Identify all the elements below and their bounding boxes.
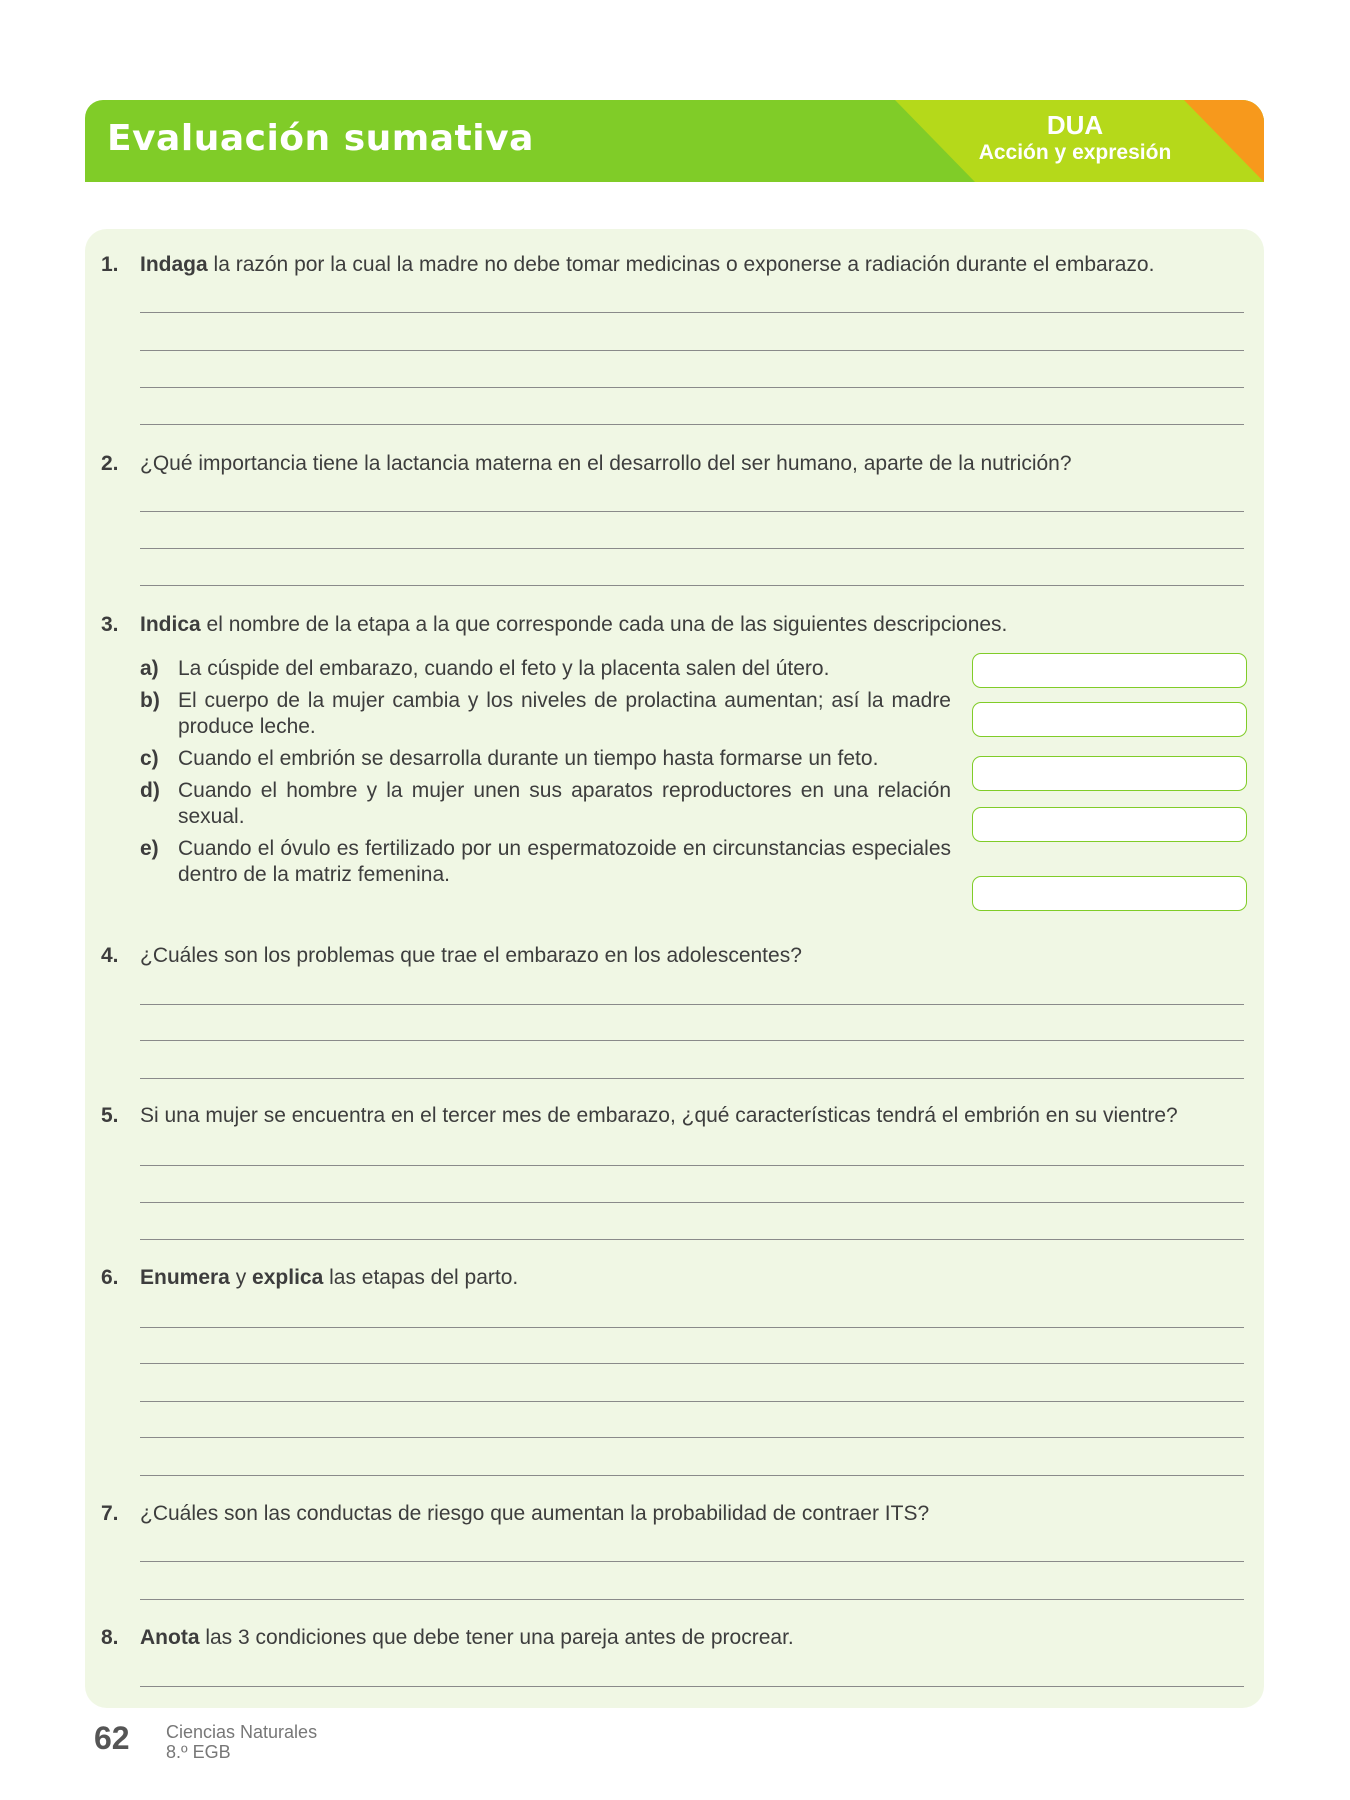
answer-box-a[interactable]	[972, 653, 1247, 688]
answer-line[interactable]	[140, 1239, 1244, 1240]
question-number: 3.	[101, 613, 119, 636]
item-text: Cuando el hombre y la mujer unen sus aparatos reproductores en una relación sexual.	[178, 779, 951, 828]
answer-box-d[interactable]	[972, 807, 1247, 842]
item-text: Cuando el óvulo es fertilizado por un espermatozoide en circunstancias especiales dentro de la matriz femenina.	[178, 837, 951, 886]
question-text: Si una mujer se encuentra en el tercer mes de embarazo, ¿qué características tendrá el embrión en su vientre?	[140, 1104, 1178, 1127]
question-text: y	[229, 1266, 253, 1289]
question-8	[101, 1625, 794, 1651]
answer-box-e[interactable]	[972, 876, 1247, 911]
question-text: las 3 condiciones que debe tener una pareja antes de procrear.	[199, 1626, 794, 1649]
question-number: 8.	[101, 1626, 119, 1649]
answer-line[interactable]	[140, 312, 1244, 313]
item-a	[140, 656, 951, 682]
item-letter: b)	[140, 689, 160, 712]
item-text: Cuando el embrión se desarrolla durante un tiempo hasta formarse un feto.	[178, 747, 879, 770]
section-title: Evaluación sumativa	[107, 118, 534, 159]
answer-line[interactable]	[140, 585, 1244, 586]
item-letter: c)	[140, 747, 159, 770]
question-number: 1.	[101, 253, 119, 276]
answer-line[interactable]	[140, 1363, 1244, 1364]
answer-box-b[interactable]	[972, 702, 1247, 737]
question-5	[101, 1103, 1178, 1129]
item-text: La cúspide del embarazo, cuando el feto y la placenta salen del útero.	[178, 657, 830, 680]
question-text: ¿Cuáles son los problemas que trae el embarazo en los adolescentes?	[140, 944, 802, 967]
question-verb: explica	[252, 1266, 324, 1289]
question-verb: Enumera	[140, 1266, 230, 1289]
item-list	[140, 656, 951, 894]
question-text: la razón por la cual la madre no debe tomar medicinas o exponerse a radiación durante el embarazo.	[207, 253, 1155, 276]
answer-line[interactable]	[140, 1078, 1244, 1079]
answer-line[interactable]	[140, 350, 1244, 351]
answer-line[interactable]	[140, 1401, 1244, 1402]
question-number: 7.	[101, 1502, 119, 1525]
answer-line[interactable]	[140, 511, 1244, 512]
answer-box-c[interactable]	[972, 756, 1247, 791]
item-text: El cuerpo de la mujer cambia y los niveles de prolactina aumentan; así la madre produce leche.	[178, 689, 951, 738]
item-b	[140, 688, 951, 740]
answer-line[interactable]	[140, 1599, 1244, 1600]
answer-line[interactable]	[140, 1561, 1244, 1562]
answer-line[interactable]	[140, 1686, 1244, 1687]
answer-line[interactable]	[140, 548, 1244, 549]
answer-line[interactable]	[140, 1327, 1244, 1328]
item-c	[140, 746, 951, 772]
question-6	[101, 1265, 518, 1291]
question-text: ¿Cuáles son las conductas de riesgo que aumentan la probabilidad de contraer ITS?	[140, 1502, 930, 1525]
question-verb: Anota	[140, 1626, 200, 1649]
question-text: las etapas del parto.	[323, 1266, 519, 1289]
answer-line[interactable]	[140, 387, 1244, 388]
footer-info	[166, 1722, 317, 1762]
answer-line[interactable]	[140, 1437, 1244, 1438]
question-number: 2.	[101, 452, 119, 475]
question-7	[101, 1501, 929, 1527]
answer-line[interactable]	[140, 1202, 1244, 1203]
question-2	[101, 451, 1072, 477]
item-letter: e)	[140, 837, 159, 860]
item-letter: d)	[140, 779, 160, 802]
item-e	[140, 836, 951, 888]
subject-name: Ciencias Naturales	[166, 1722, 318, 1742]
answer-line[interactable]	[140, 1165, 1244, 1166]
question-number: 5.	[101, 1104, 119, 1127]
page-number: 62	[94, 1720, 130, 1756]
dua-title: DUA	[1046, 110, 1104, 140]
question-verb: Indica	[140, 613, 201, 636]
dua-subtitle: Acción y expresión	[978, 141, 1172, 164]
answer-line[interactable]	[140, 424, 1244, 425]
answer-line[interactable]	[140, 1475, 1244, 1476]
question-text: ¿Qué importancia tiene la lactancia materna en el desarrollo del ser humano, aparte de la nutrición?	[140, 452, 1072, 475]
item-letter: a)	[140, 657, 159, 680]
question-text: el nombre de la etapa a la que corresponde cada una de las siguientes descripciones.	[200, 613, 1008, 636]
question-number: 4.	[101, 944, 119, 967]
question-verb: Indaga	[140, 253, 208, 276]
section-header	[85, 100, 1264, 182]
item-d	[140, 778, 951, 830]
question-4	[101, 943, 802, 969]
answer-line[interactable]	[140, 1004, 1244, 1005]
question-number: 6.	[101, 1266, 119, 1289]
dua-label	[965, 110, 1185, 166]
grade-level: 8.º EGB	[166, 1742, 231, 1762]
question-1	[101, 252, 1154, 278]
question-3	[101, 612, 1007, 638]
answer-line[interactable]	[140, 1040, 1244, 1041]
